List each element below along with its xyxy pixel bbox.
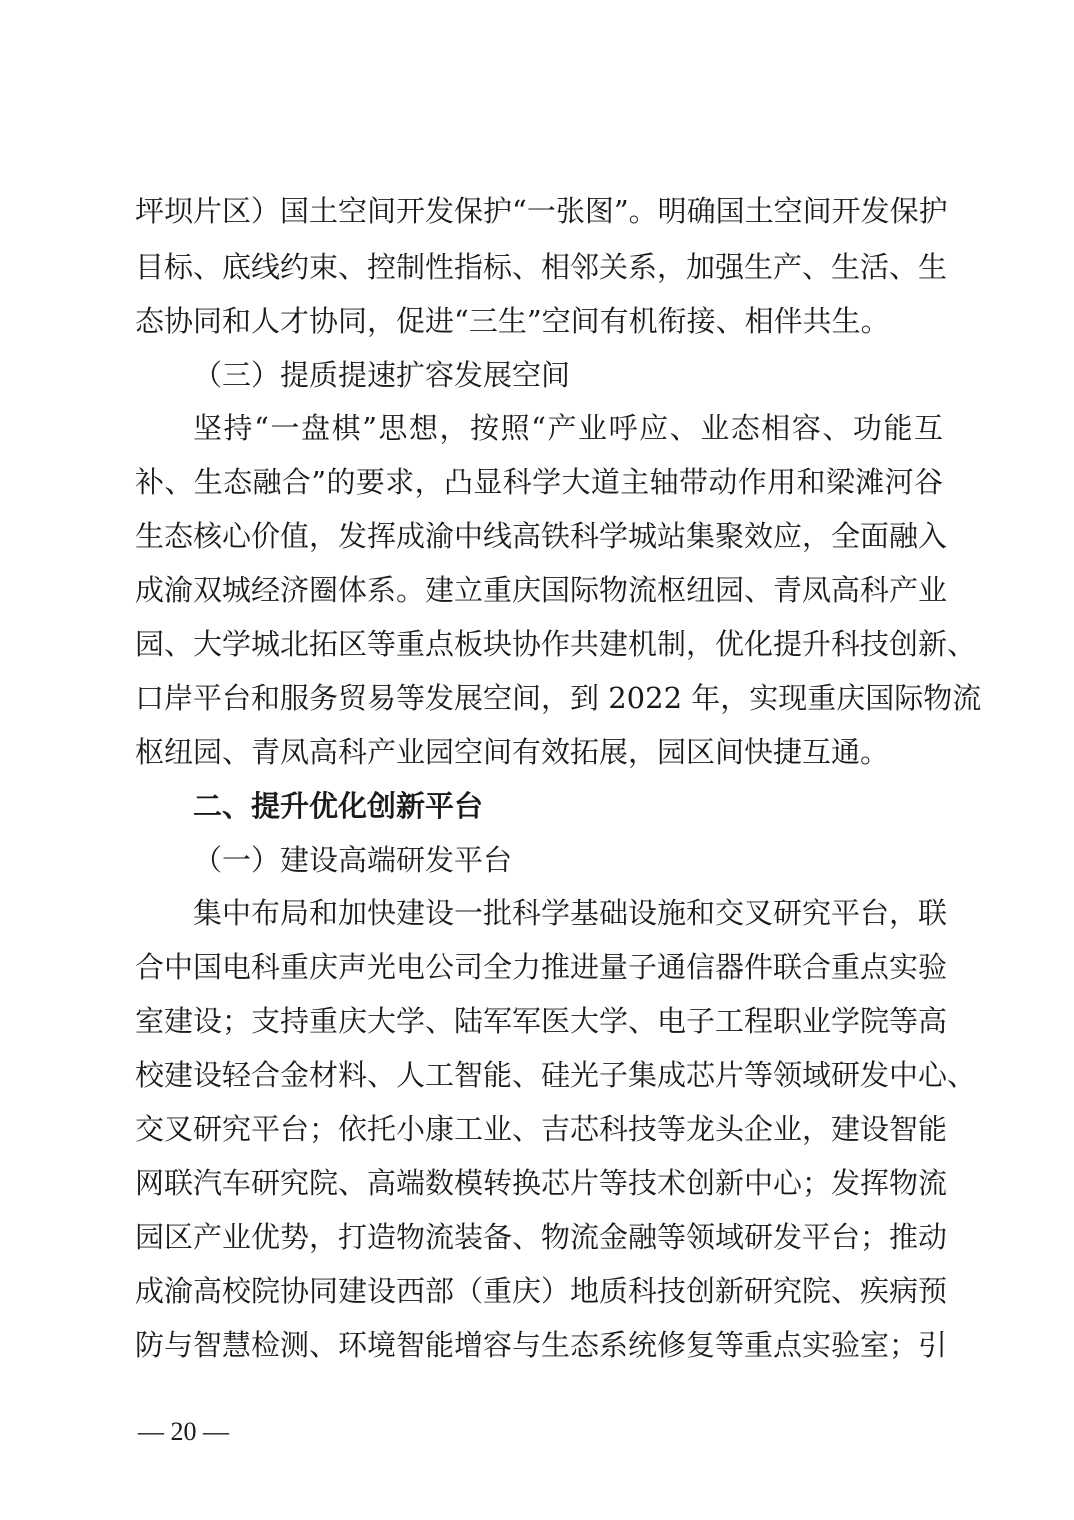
body-text-line: 生态核心价值，发挥成渝中线高铁科学城站集聚效应，全面融入 xyxy=(135,519,948,553)
section-subheading: （一）建设高端研发平台 xyxy=(193,843,513,877)
body-text-line: 目标、底线约束、控制性指标、相邻关系，加强生产、生活、生 xyxy=(135,250,948,284)
body-text-line: 交叉研究平台；依托小康工业、吉芯科技等龙头企业，建设智能 xyxy=(135,1112,948,1146)
body-text-line: 校建设轻合金材料、人工智能、硅光子集成芯片等领域研发中心、 xyxy=(135,1058,977,1092)
section-subheading: （三）提质提速扩容发展空间 xyxy=(193,358,571,392)
body-text-line: 合中国电科重庆声光电公司全力推进量子通信器件联合重点实验 xyxy=(135,950,948,984)
body-text-line: 坪坝片区）国土空间开发保护“一张图”。明确国土空间开发保护 xyxy=(135,194,948,228)
body-text-line: 口岸平台和服务贸易等发展空间，到 2022 年，实现重庆国际物流 xyxy=(135,681,982,715)
body-text-line: 室建设；支持重庆大学、陆军军医大学、电子工程职业学院等高 xyxy=(135,1004,948,1038)
page-number: — 20 — xyxy=(138,1417,229,1446)
body-text-line: 防与智慧检测、环境智能增容与生态系统修复等重点实验室；引 xyxy=(135,1328,948,1362)
body-text-line: 坚持“一盘棋”思想，按照“产业呼应、业态相容、功能互 xyxy=(193,411,943,445)
body-text-line: 集中布局和加快建设一批科学基础设施和交叉研究平台，联 xyxy=(193,896,948,930)
body-text-line: 补、生态融合”的要求，凸显科学大道主轴带动作用和梁滩河谷 xyxy=(135,465,943,499)
section-heading: 二、提升优化创新平台 xyxy=(193,789,484,823)
body-text-line: 成渝双城经济圈体系。建立重庆国际物流枢纽园、青凤高科产业 xyxy=(135,573,948,607)
body-text-line: 成渝高校院协同建设西部（重庆）地质科技创新研究院、疾病预 xyxy=(135,1274,948,1308)
body-text-line: 园区产业优势，打造物流装备、物流金融等领域研发平台；推动 xyxy=(135,1220,948,1254)
body-text-line: 态协同和人才协同，促进“三生”空间有机衔接、相伴共生。 xyxy=(135,304,890,338)
body-text-line: 枢纽园、青凤高科产业园空间有效拓展，园区间快捷互通。 xyxy=(135,735,890,769)
body-text-line: 网联汽车研究院、高端数模转换芯片等技术创新中心；发挥物流 xyxy=(135,1166,948,1200)
body-text-line: 园、大学城北拓区等重点板块协作共建机制，优化提升科技创新、 xyxy=(135,627,977,661)
